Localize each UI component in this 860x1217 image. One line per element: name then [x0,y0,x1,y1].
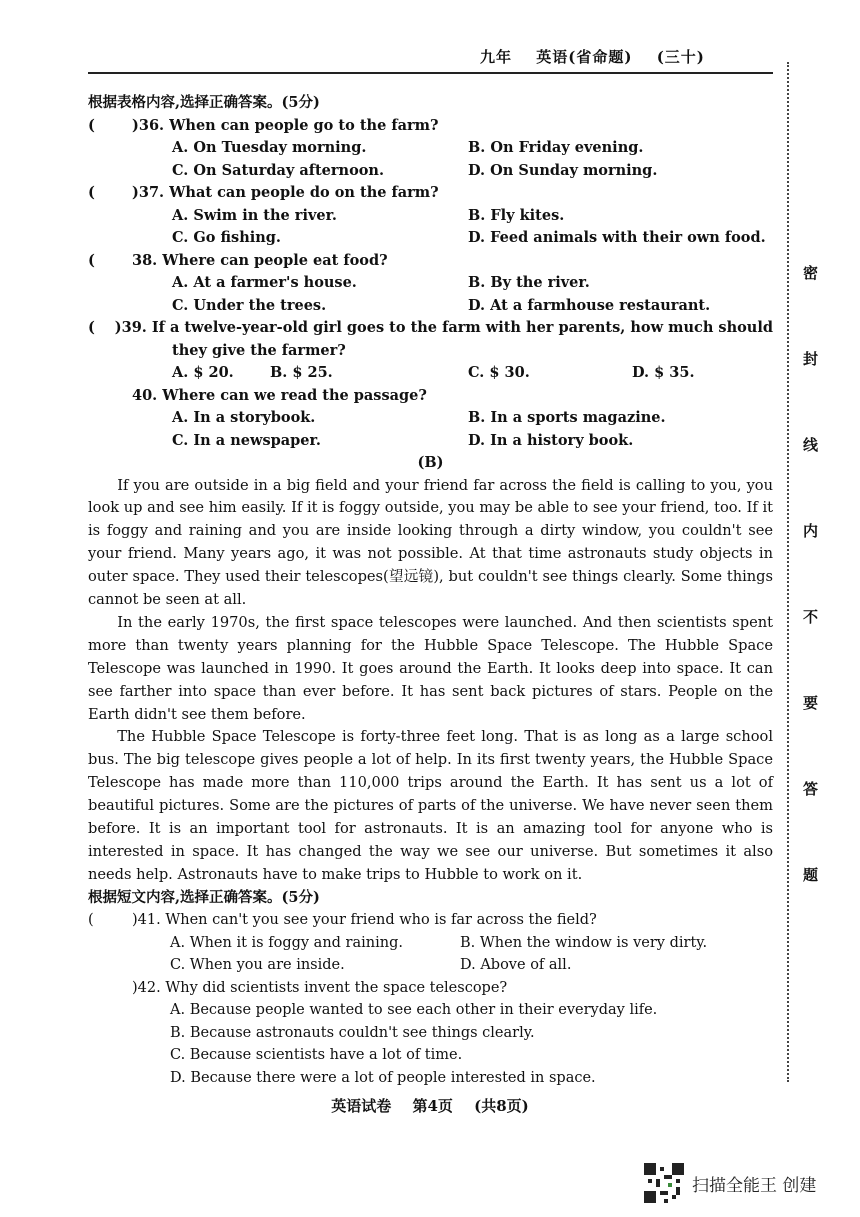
options-row [88,954,773,977]
option-b: B. Fly kites. [468,206,565,224]
options-row [88,362,773,385]
option-b: B. Because astronauts couldn't see things clearly. [170,1024,535,1041]
option-d: D. In a history book. [468,431,634,449]
options-row [88,227,773,250]
passage-paragraph: If you are outside in a big field and your friend far across the field is calling to you, you look up and see him easily. If it is foggy outside, you may be able to see your friend, too. If it is foggy and raining and you are inside looking through a dirty window, you couldn't see your friend. Many years ago, it was not possible. At that time astronauts study objects in outer space. They used their telescopes(望远镜), but couldn't see things clearly. Some things cannot be seen at all. [88,476,773,609]
seal-char: 题 [803,866,819,884]
seal-char: 线 [803,436,819,454]
question-text: 38. Where can people eat food? [132,251,388,269]
seal-char: 内 [803,522,819,540]
option-c: C. On Saturday afternoon. [172,161,385,179]
seal-char: 封 [803,350,819,368]
footer-subject: 英语试卷 [331,1097,392,1115]
answer-paren[interactable]: ( [88,912,94,929]
page-footer [0,1095,860,1116]
passage-paragraph: In the early 1970s, the first space telescopes were launched. And then scientists spent more than twenty years planning for the Hubble Space Telescope. The Hubble Space Telescope was launched in 1990. It goes around the Earth. It looks deep into space. It can see farther into space than ever before. It has sent back pictures of stars. People on the Earth didn't see them before. [88,613,773,723]
question-41 [88,909,773,932]
option-c: C. $ 30. [468,364,530,381]
seal-dotted-line [787,62,789,1082]
option-b: B. By the river. [468,274,590,291]
question-42 [88,977,773,1000]
header-subject: 英语(省命题) [536,48,633,66]
answer-paren[interactable]: ( [88,184,95,201]
section-a-instruction: 根据表格内容,选择正确答案。(5分) [88,94,320,111]
options-row [88,407,773,430]
option-b: B. On Friday evening. [468,139,644,156]
question-36 [88,115,773,138]
option-c: C. Go fishing. [172,229,281,246]
question-39 [88,317,773,340]
header-paper-no: (三十) [656,48,705,66]
options-row [88,295,773,318]
option-d: D. Above of all. [460,957,572,974]
options-row [88,272,773,295]
question-text: )42. Why did scientists invent the space telescope? [132,979,508,996]
option-d: D. On Sunday morning. [468,161,658,179]
option-a: A. At a farmer's house. [172,274,357,291]
option-a: A. When it is foggy and raining. [170,934,403,951]
scanner-label: 扫描全能王 创建 [692,1175,817,1196]
section-b-title: (B) [417,454,444,471]
options-row [88,430,773,453]
seal-char: 要 [803,694,819,712]
option-d: D. $ 35. [632,364,695,381]
question-text: )41. When can't you see your friend who is far across the field? [132,912,597,929]
option-a: A. In a storybook. [172,409,316,426]
footer-total: (共8页) [474,1097,529,1115]
options-row [88,160,773,183]
option-a: A. $ 20. [172,364,234,381]
question-text: )39. If a twelve-year-old girl goes to the farm with her parents, how much should [114,319,773,336]
option-c: C. In a newspaper. [172,431,321,449]
option-c: C. Because scientists have a lot of time. [170,1047,463,1064]
options-row [88,205,773,228]
option-b: B. $ 25. [270,364,333,381]
question-text: )36. When can people go to the farm? [132,116,439,134]
header-rule [88,72,773,74]
option-a: A. Swim in the river. [172,206,337,224]
answer-paren[interactable] [88,977,132,1000]
section-b-instruction: 根据短文内容,选择正确答案。(5分) [88,888,320,906]
option-d: D. Feed animals with their own food. [468,229,766,246]
seal-char: 答 [803,780,819,798]
answer-paren[interactable]: ( [88,319,95,336]
option-a: A. Because people wanted to see each other in their everyday life. [170,1002,658,1019]
option-b: B. In a sports magazine. [468,409,666,426]
option-d: D. At a farmhouse restaurant. [468,296,711,314]
option-c: C. When you are inside. [170,957,345,974]
question-38 [88,250,773,273]
question-37 [88,182,773,205]
qr-code-icon [644,1163,684,1203]
header-grade: 九年 [480,48,513,66]
reading-passage [88,475,773,887]
question-text: 40. Where can we read the passage? [132,386,427,404]
question-text: )37. What can people do on the farm? [132,184,439,201]
option-c: C. Under the trees. [172,296,327,314]
seal-char: 不 [803,608,819,626]
passage-paragraph: The Hubble Space Telescope is forty-three feet long. That is as long as a large school bus. The big telescope gives people a lot of help. In its first twenty years, the Hubble Space Telescope has made more than 110,000 trips around the Earth. It has sent us a lot of beautiful pictures. Some are the pictures of parts of the universe. We have never seen them before. It is an important tool for astronauts. It is an amazing tool for anyone who is interested in space. It has changed the way we see our universe. But sometimes it also needs help. Astronauts have to make trips to Hubble to work on it. [88,728,773,883]
answer-paren[interactable]: ( [88,251,95,269]
option-a: A. On Tuesday morning. [172,139,367,156]
question-text-continued: they give the farmer? [172,341,346,359]
footer-page: 第4页 [412,1097,453,1115]
options-row [88,137,773,160]
seal-char: 密 [803,264,819,282]
option-b: B. When the window is very dirty. [460,934,708,951]
page-header [480,46,723,67]
option-d: D. Because there were a lot of people interested in space. [170,1069,596,1086]
options-row [88,932,773,955]
question-40 [88,385,773,408]
exam-content [88,92,773,1089]
answer-paren[interactable]: ( [88,116,95,134]
answer-paren[interactable] [88,385,132,408]
scanner-watermark [644,1163,816,1203]
